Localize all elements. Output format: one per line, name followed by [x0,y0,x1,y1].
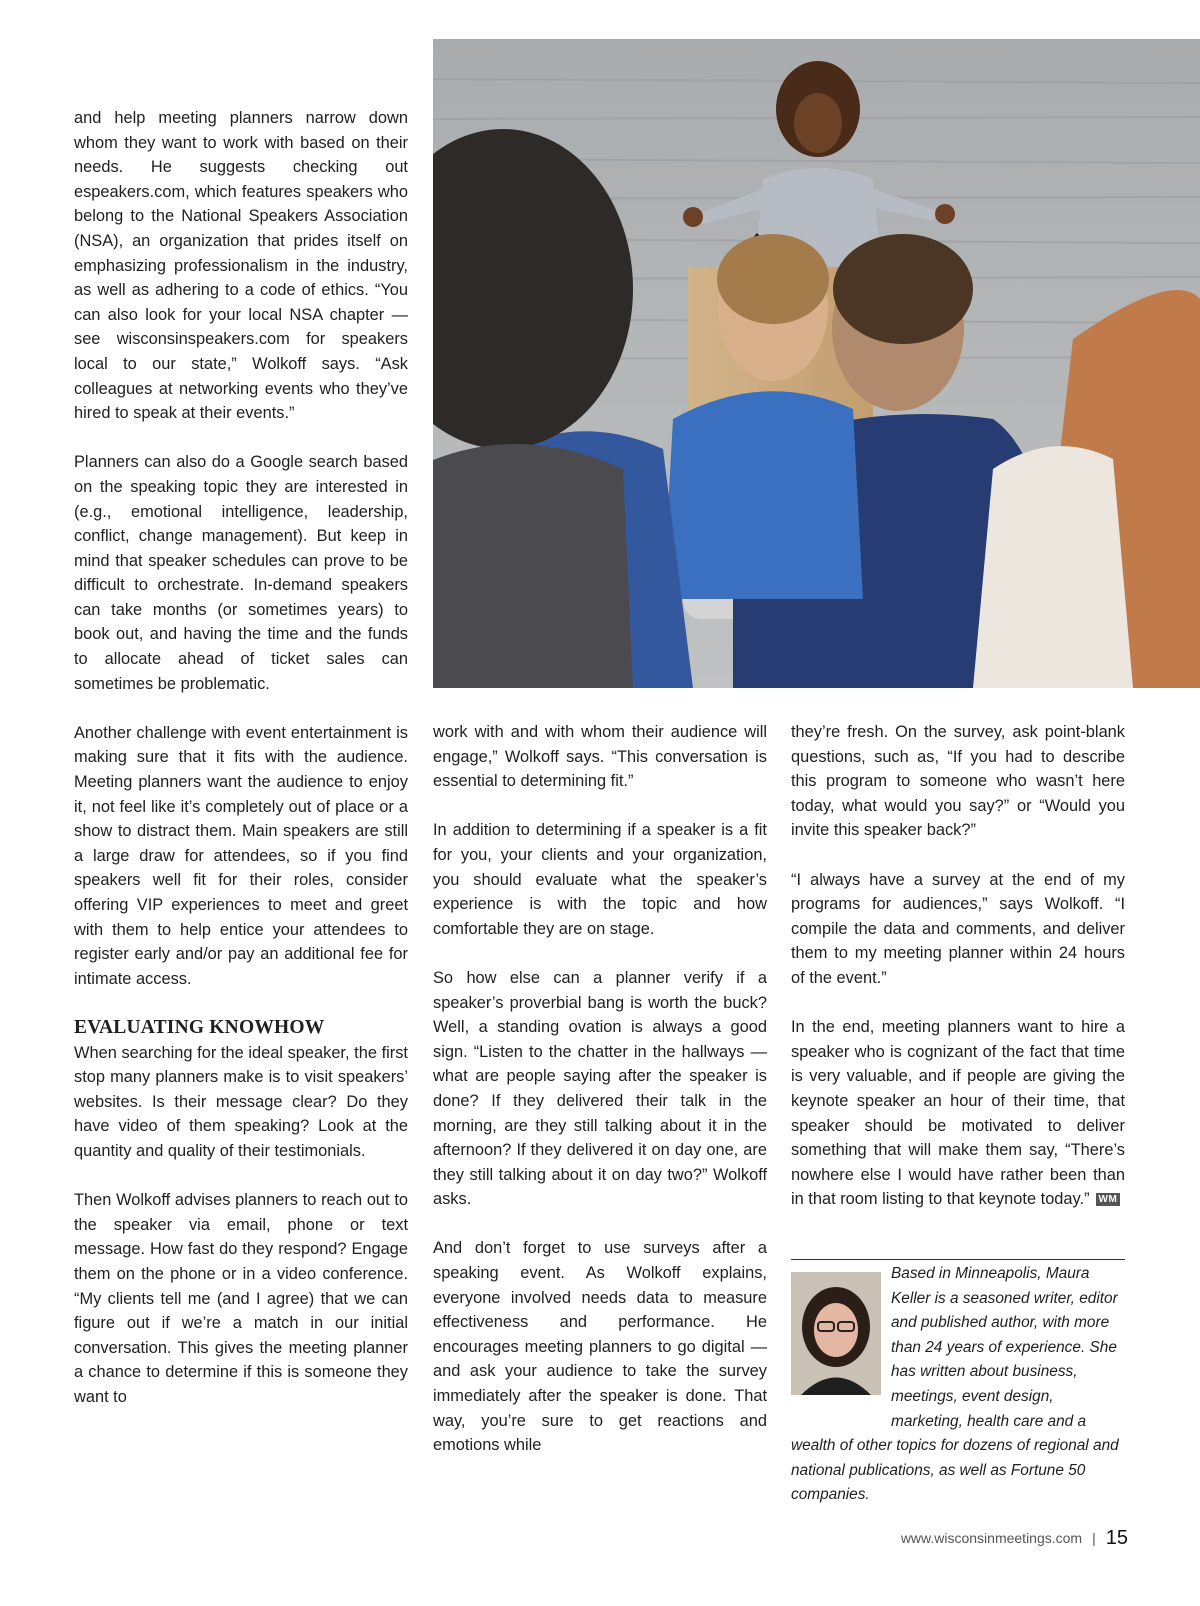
speaker-audience-photo [433,39,1200,688]
paragraph: So how else can a planner verify if a speaker’s proverbial bang is worth the buck? Well, a standing ovation is always a good sign. “Listen to the chatter in the hallways — what are people saying after the speaker is done? If they delivered their talk in the morning, are they still talking about it in the afternoon? If they delivered it on day one, are they still talking about it on day two?” Wolkoff asks. [433,968,767,1209]
article-column-3 [791,720,1125,1236]
article-column-1 [74,106,408,1434]
paragraph-text: In the end, meeting planners want to hire a speaker who is cognizant of the fact that time is very valuable, and if people are giving the keynote speaker an hour of their time, that speaker should be motivated to deliver something that will make them say, “There’s nowhere else I would have rather been than in that room listing to that keynote today.” [791,1018,1125,1209]
article-column-2 [433,720,767,1482]
page-footer [901,1527,1128,1550]
author-bio-text: Based in Minneapolis, Maura Keller is a seasoned writer, editor and published author, with more than 24 years of experience. She has written about business, meetings, event design, marketing, health care and a wealth of other topics for dozens of regional and national publications, as well as Fortune 50 companies. [791,1265,1119,1504]
paragraph: When searching for the ideal speaker, the first stop many planners make is to visit speakers’ websites. Is their message clear? Do they have video of them speaking? Look at the quantity and quality of their testimonials. [74,1043,408,1160]
section-heading: EVALUATING KNOWHOW [74,1016,325,1038]
paragraph: In addition to determining if a speaker is a fit for you, your clients and your organization, you should evaluate what the speaker’s experience is with the topic and how comfortable they are on stage. [433,821,767,938]
paragraph: “I always have a survey at the end of my programs for audiences,” says Wolkoff. “I compile the data and comments, and deliver them to my meeting planner within 24 hours of the event.” [791,870,1125,987]
website-url: www.wisconsinmeetings.com [900,1530,1083,1546]
paragraph: Planners can also do a Google search based on the speaking topic they are interested in (e.g., emotional intelligence, leadership, conflict, change management). But keep in mind that speaker schedules can prove to be difficult to orchestrate. In-demand speakers can take months (or sometimes years) to book out, and having the time and the funds to allocate ahead of ticket sales can sometimes be problematic. [74,453,408,693]
paragraph: they’re fresh. On the survey, ask point-blank questions, such as, “If you had to describe this program to someone who wasn’t here today, what would you say?” or “Would you invite this speaker back?” [791,723,1125,840]
bio-divider [791,1259,1125,1260]
paragraph: Then Wolkoff advises planners to reach out to the speaker via email, phone or text message. How fast do they respond? Engage them on the phone or in a video conference. “My clients tell me (and I agree) that we can figure out if we’re a match in our initial conversation. This gives the meeting planner a chance to determine if this is someone they want to [74,1191,408,1406]
paragraph: work with and with whom their audience will engage,” Wolkoff says. “This conversation is essential to determining fit.” [433,723,767,791]
paragraph: And don’t forget to use surveys after a speaking event. As Wolkoff explains, everyone involved needs data to measure effectiveness and performance. He encourages meeting planners to go digital — and ask your audience to take the survey immediately after the speaker is done. That way, you’re sure to get reactions and emotions while [433,1239,767,1455]
end-mark: WM [1096,1193,1121,1206]
paragraph: Another challenge with event entertainment is making sure that it fits with the audience. Meeting planners want the audience to enjoy it, not feel like it’s completely out of place or a show to distract them. Main speakers are still a large draw for attendees, so if you find speakers well fit for their roles, consider offering VIP experiences to meet and greet with them to help entice your attendees to register early and/or pay an additional fee for intimate access. [74,723,408,988]
paragraph: and help meeting planners narrow down whom they want to work with based on their needs. He suggests checking out espeakers.com, which features speakers who belong to the National Speakers Association (NSA), an organization that prides itself on emphasizing professionalism in the industry, as well as adhering to a code of ethics. “You can also look for your local NSA chapter — see wisconsinspeakers.com for speakers local to our state,” Wolkoff says. “Ask colleagues at networking events who they’ve hired to speak at their events.” [74,109,408,423]
page-number: 15 [1105,1527,1128,1549]
author-bio [791,1262,1127,1508]
paragraph [791,1015,1125,1212]
footer-separator: | [1092,1530,1096,1546]
